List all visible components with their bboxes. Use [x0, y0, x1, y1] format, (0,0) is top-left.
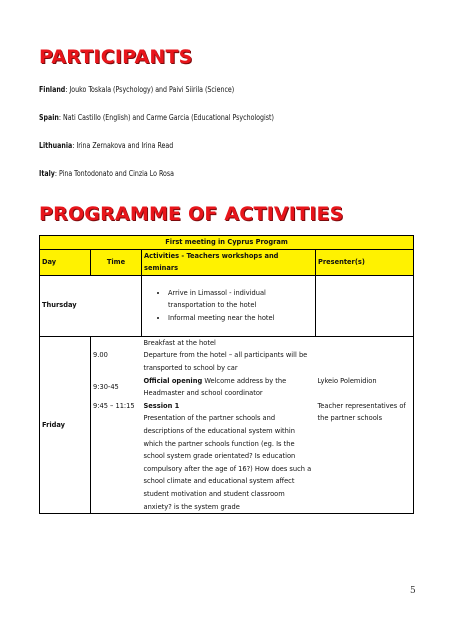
- country-label: Lithuania: [39, 141, 73, 150]
- participant-names: : Irina Zernakova and Irina Read: [72, 141, 174, 150]
- participant-names: : Jouko Toskala (Psychology) and Paivi Siirila (Science): [65, 85, 235, 94]
- participant-line-lithuania: [39, 141, 173, 150]
- activity-cell: Departure from the hotel – all participants will be transported to school by car: [143, 350, 308, 372]
- participant-line-finland: [39, 85, 234, 94]
- programme-heading: PROGRAMME OF ACTIVITIES: [39, 203, 344, 225]
- participant-names: : Pina Tontodonato and Cinzia Lo Rosa: [54, 169, 175, 178]
- time-cell: 9:45 – 11:15: [91, 400, 142, 514]
- thursday-presenter: [316, 275, 414, 336]
- table-title: First meeting in Cyprus Program: [40, 236, 414, 250]
- country-label: Italy: [39, 169, 55, 178]
- list-item: • Informal meeting near the hotel: [168, 312, 313, 325]
- thursday-activities: [142, 275, 316, 336]
- header-activities: Activities - Teachers workshops and seminars: [142, 249, 316, 275]
- presenter-cell: Lykeio Polemidion: [316, 375, 414, 400]
- day-friday: Friday: [40, 336, 91, 513]
- table-row: [40, 375, 414, 400]
- participant-line-italy: [39, 169, 174, 178]
- day-thursday: Thursday: [40, 275, 142, 336]
- time-cell: 9:30-45: [91, 375, 142, 400]
- header-day: Day: [40, 249, 91, 275]
- presenter-cell: [316, 349, 414, 374]
- table-title-row: [40, 236, 414, 250]
- programme-table: [39, 235, 414, 514]
- table-row: [40, 336, 414, 349]
- header-time: Time: [91, 249, 142, 275]
- thursday-bullet-list: [138, 287, 313, 325]
- presenter-cell: [316, 336, 414, 349]
- time-cell: 9.00: [91, 349, 142, 374]
- country-label: Finland: [39, 85, 66, 94]
- activity-cell: Breakfast at the hotel: [142, 336, 316, 349]
- participants-heading: PARTICIPANTS: [39, 46, 193, 68]
- table-row-thursday: [40, 275, 414, 336]
- page-number: 5: [410, 586, 416, 596]
- activity-cell: Session 1 Presentation of the partner schools and descriptions of the educational system within which the partner schools function (eg. Is the school system grade orientated? Is education compulsory after the age of 16?) How does such a school climate and educational system affect student motivation and student classroom anxiety? is the system grade: [142, 400, 316, 514]
- table-row: [40, 349, 414, 374]
- participant-line-spain: [39, 113, 274, 122]
- table-header-row: [40, 249, 414, 275]
- country-label: Spain: [39, 113, 59, 122]
- table-row: [40, 400, 414, 514]
- activity-cell: Official opening Welcome address by the Headmaster and school coordinator: [143, 375, 287, 398]
- header-presenter: Presenter(s): [316, 249, 414, 275]
- presenter-cell: Teacher representatives of the partner schools: [316, 400, 414, 514]
- time-cell: [91, 336, 142, 349]
- list-item: • Arrive in Limassol - individual transportation to the hotel: [168, 287, 313, 312]
- participant-names: : Nati Castillo (English) and Carme Garcia (Educational Psychologist): [58, 113, 274, 122]
